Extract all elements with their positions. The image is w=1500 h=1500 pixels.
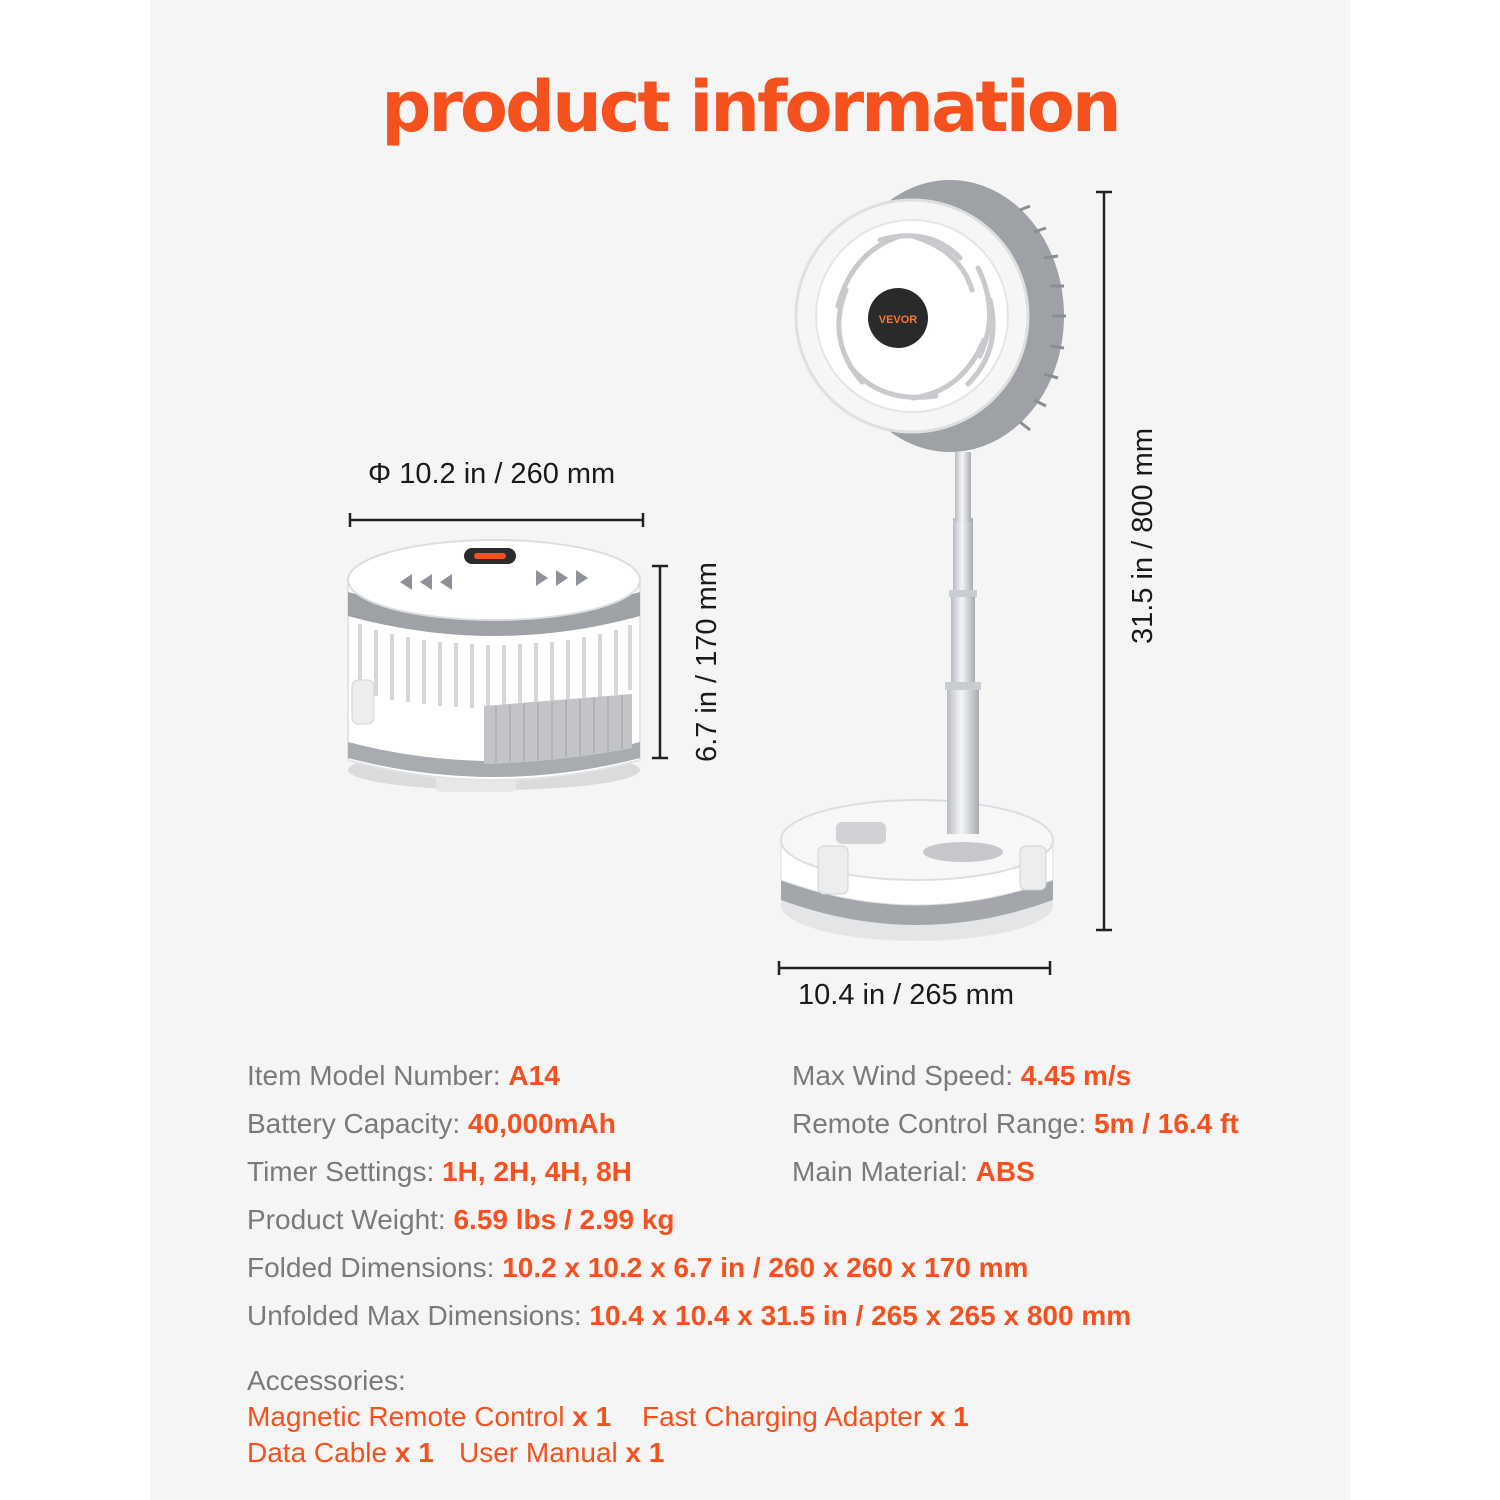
folded-height-label: 6.7 in / 170 mm — [691, 562, 723, 762]
spec-main-material — [792, 1156, 1035, 1188]
folded-diameter-label: Φ 10.2 in / 260 mm — [368, 458, 616, 490]
base-width-label: 10.4 in / 265 mm — [798, 979, 1014, 1011]
spec-label: Timer Settings: — [247, 1156, 443, 1187]
spec-product-weight — [247, 1204, 675, 1236]
base-width-dimension-line — [779, 961, 1050, 975]
spec-battery-capacity — [247, 1108, 616, 1140]
folded-width-dimension-line — [350, 513, 643, 527]
accessory-charging-adapter — [642, 1401, 969, 1433]
spec-value: 5m / 16.4 ft — [1093, 1108, 1239, 1139]
accessory-user-manual — [459, 1437, 664, 1469]
spec-label: Remote Control Range: — [792, 1108, 1094, 1139]
spec-label: Main Material: — [792, 1156, 976, 1187]
page-title: product information — [381, 66, 1119, 148]
vevor-logo: VEVOR — [878, 314, 918, 326]
accessory-qty: x 1 — [625, 1437, 665, 1468]
spec-label: Battery Capacity: — [247, 1108, 468, 1139]
accessory-name: Magnetic Remote Control — [247, 1401, 573, 1432]
folded-height-dimension-line — [652, 566, 668, 758]
spec-max-wind-speed — [792, 1060, 1131, 1092]
accessories-heading: Accessories: — [247, 1365, 406, 1396]
spec-value: A14 — [508, 1060, 560, 1091]
accessory-qty: x 1 — [572, 1401, 612, 1432]
unfolded-height-label: 31.5 in / 800 mm — [1127, 428, 1159, 644]
spec-model-number — [247, 1060, 560, 1092]
spec-timer-settings — [247, 1156, 632, 1188]
unfolded-fan-image — [781, 180, 1066, 941]
spec-label: Unfolded Max Dimensions: — [247, 1300, 590, 1331]
spec-value: 10.2 x 10.2 x 6.7 in / 260 x 260 x 170 mm — [502, 1252, 1029, 1283]
accessory-qty: x 1 — [394, 1437, 434, 1468]
unfolded-height-dimension-line — [1096, 192, 1112, 930]
spec-value: 10.4 x 10.4 x 31.5 in / 265 x 265 x 800 mm — [589, 1300, 1132, 1331]
spec-value: ABS — [975, 1156, 1035, 1187]
spec-value: 4.45 m/s — [1020, 1060, 1132, 1091]
accessory-data-cable — [247, 1437, 434, 1469]
spec-label: Product Weight: — [247, 1204, 454, 1235]
accessory-name: Data Cable — [247, 1437, 395, 1468]
spec-value: 40,000mAh — [467, 1108, 616, 1139]
spec-remote-range — [792, 1108, 1239, 1140]
accessory-name: Fast Charging Adapter — [642, 1401, 930, 1432]
spec-value: 6.59 lbs / 2.99 kg — [453, 1204, 675, 1235]
accessory-qty: x 1 — [929, 1401, 969, 1432]
accessory-remote-control — [247, 1401, 611, 1433]
spec-label: Folded Dimensions: — [247, 1252, 503, 1283]
spec-label: Item Model Number: — [247, 1060, 509, 1091]
folded-fan-image — [348, 540, 640, 792]
accessory-name: User Manual — [459, 1437, 626, 1468]
spec-label: Max Wind Speed: — [792, 1060, 1021, 1091]
spec-unfolded-dimensions — [247, 1300, 1131, 1332]
spec-value: 1H, 2H, 4H, 8H — [442, 1156, 632, 1187]
spec-folded-dimensions — [247, 1252, 1028, 1284]
